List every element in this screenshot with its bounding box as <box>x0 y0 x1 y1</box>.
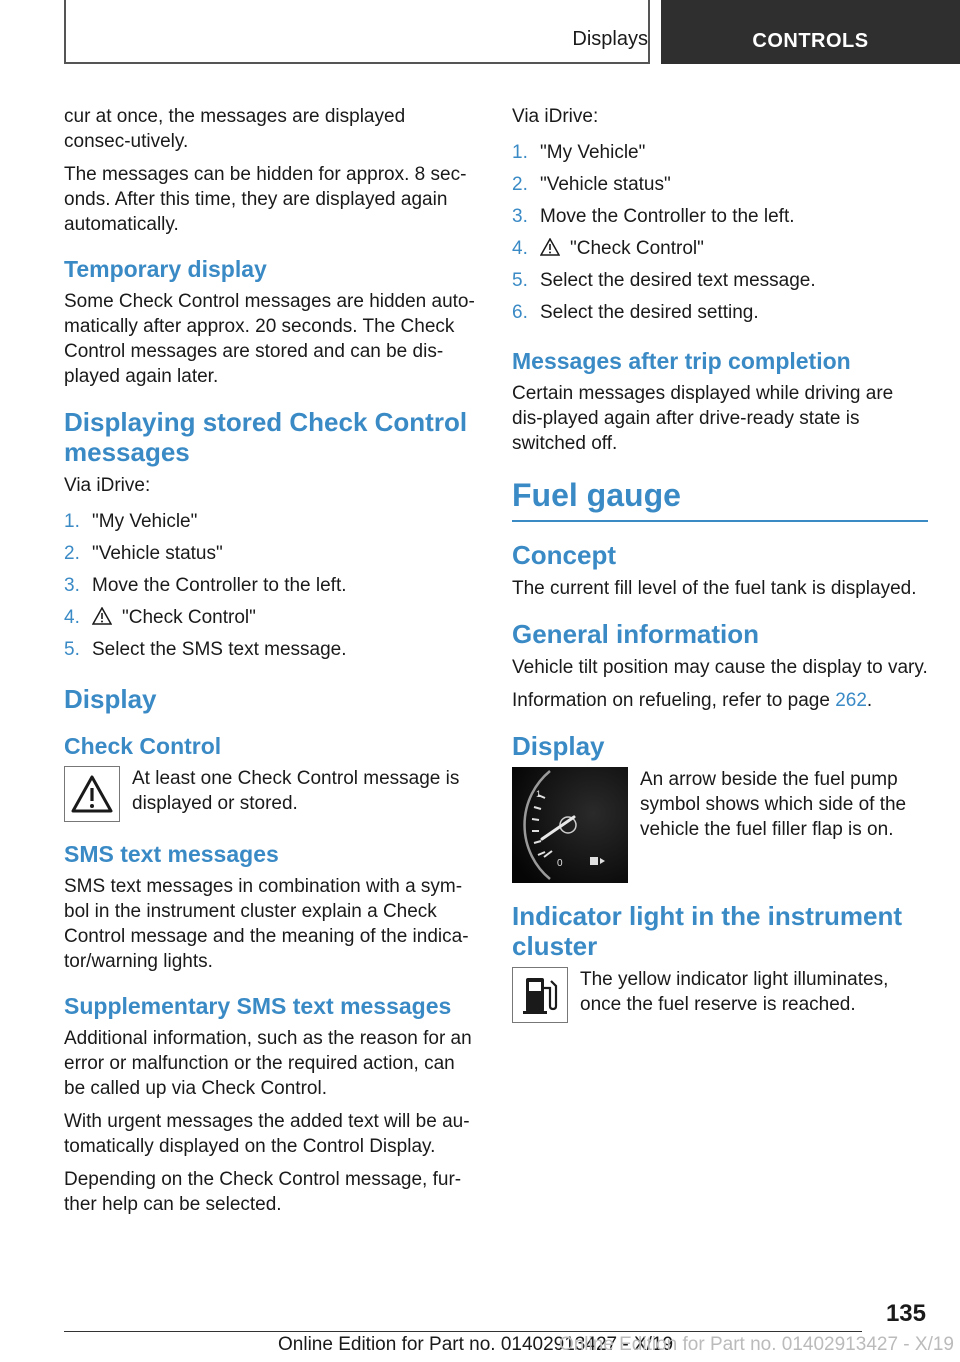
footer-divider <box>64 1331 862 1332</box>
list-item: 3. Move the Controller to the left. <box>64 575 347 596</box>
display-heading: Display <box>64 684 157 714</box>
fuel-display-block <box>512 767 928 883</box>
after-trip-heading: Messages after trip completion <box>512 348 851 374</box>
header-section-title: Displays <box>572 28 648 50</box>
list-item: 2. "Vehicle status" <box>512 174 671 195</box>
list-item: 4. "Check Control" <box>512 238 704 259</box>
header-divider-right <box>648 0 650 64</box>
list-item: 2. "Vehicle status" <box>64 543 223 564</box>
fuel-display-text: An arrow beside the fuel pump symbol shows which side of the vehicle the fuel filler flap is on. <box>640 769 907 840</box>
indicator-light-heading: Indicator light in the instrument cluster <box>512 901 902 961</box>
fuel-gauge-heading: Fuel gauge <box>512 476 928 522</box>
right-steps-list <box>512 137 928 329</box>
check-control-heading: Check Control <box>64 733 222 759</box>
check-control-warning-icon <box>64 766 120 822</box>
list-item: 5. Select the SMS text message. <box>64 639 347 660</box>
indicator-light-text: The yellow indicator light illuminates, once the fuel reserve is reached. <box>580 969 889 1015</box>
warning-triangle-icon <box>92 607 112 625</box>
supplementary-paragraph-3: Depending on the Check Control message, fur‐ther help can be selected. <box>64 1169 462 1215</box>
gauge-zero-label: 0 <box>557 858 563 869</box>
temporary-display-text: Some Check Control messages are hidden auto‐matically after approx. 20 seconds. The Check Control messages are stored and can be dis‐played again later. <box>64 291 475 387</box>
check-control-text: At least one Check Control message is displayed or stored. <box>132 768 460 814</box>
refueling-reference: Information on refueling, refer to page 262. <box>512 690 873 711</box>
list-item: 4. "Check Control" <box>64 607 256 628</box>
list-item: 3. Move the Controller to the left. <box>512 206 795 227</box>
fuel-gauge-dial-icon <box>512 767 628 883</box>
fuel-display-heading: Display <box>512 731 605 761</box>
fuel-pump-icon <box>512 967 568 1023</box>
list-item: 1. "My Vehicle" <box>512 142 646 163</box>
fuel-gauge-image <box>512 767 628 883</box>
list-item: 1. "My Vehicle" <box>64 511 198 532</box>
indicator-light-block <box>512 967 928 1023</box>
sms-heading: SMS text messages <box>64 841 279 867</box>
watermark-text: Online Edition for Part no. 01402913427 - X/19 <box>558 1334 954 1355</box>
page-number: 135 <box>885 1300 926 1327</box>
check-control-block <box>64 766 476 822</box>
concept-heading: Concept <box>512 540 616 570</box>
header-divider-bottom <box>64 62 650 64</box>
right-column <box>512 104 928 1031</box>
stored-steps-list <box>64 506 476 666</box>
sms-text: SMS text messages in combination with a sym‐bol in the instrument cluster explain a Check Control message and the meaning of the indica‐tor/warning lights. <box>64 876 469 972</box>
page-262-link[interactable]: 262 <box>835 690 867 711</box>
svg-text:1: 1 <box>536 789 542 799</box>
general-information-text: Vehicle tilt position may cause the display to vary. <box>512 657 928 678</box>
list-item: 6. Select the desired setting. <box>512 302 759 323</box>
intro-paragraph-2: The messages can be hidden for approx. 8 sec‐onds. After this time, they are displayed again automatically. <box>64 164 467 235</box>
right-via-idrive: Via iDrive: <box>512 106 599 127</box>
stored-messages-heading: Displaying stored Check Control messages <box>64 407 468 467</box>
header-divider-left <box>64 0 66 64</box>
supplementary-sms-heading: Supplementary SMS text messages <box>64 993 452 1019</box>
supplementary-paragraph-2: With urgent messages the added text will be au‐tomatically displayed on the Control Display. <box>64 1111 470 1157</box>
after-trip-text: Certain messages displayed while driving are dis‐played again after drive-ready state is switched off. <box>512 383 894 454</box>
temporary-display-heading: Temporary display <box>64 256 267 282</box>
warning-triangle-icon <box>540 238 560 256</box>
list-item: 5. Select the desired text message. <box>512 270 816 291</box>
intro-paragraph-1: cur at once, the messages are displayed consec‐utively. <box>64 106 406 152</box>
concept-text: The current fill level of the fuel tank is displayed. <box>512 578 917 599</box>
general-information-heading: General information <box>512 619 760 649</box>
left-column <box>64 104 476 1225</box>
edition-footer: Online Edition for Part no. 01402913427 - X/19 <box>278 1334 674 1355</box>
header-chapter-tab: CONTROLS <box>661 0 960 64</box>
stored-via-idrive: Via iDrive: <box>64 475 151 496</box>
supplementary-paragraph-1: Additional information, such as the reason for an error or malfunction or the required action, can be called up via Check Control. <box>64 1028 472 1099</box>
